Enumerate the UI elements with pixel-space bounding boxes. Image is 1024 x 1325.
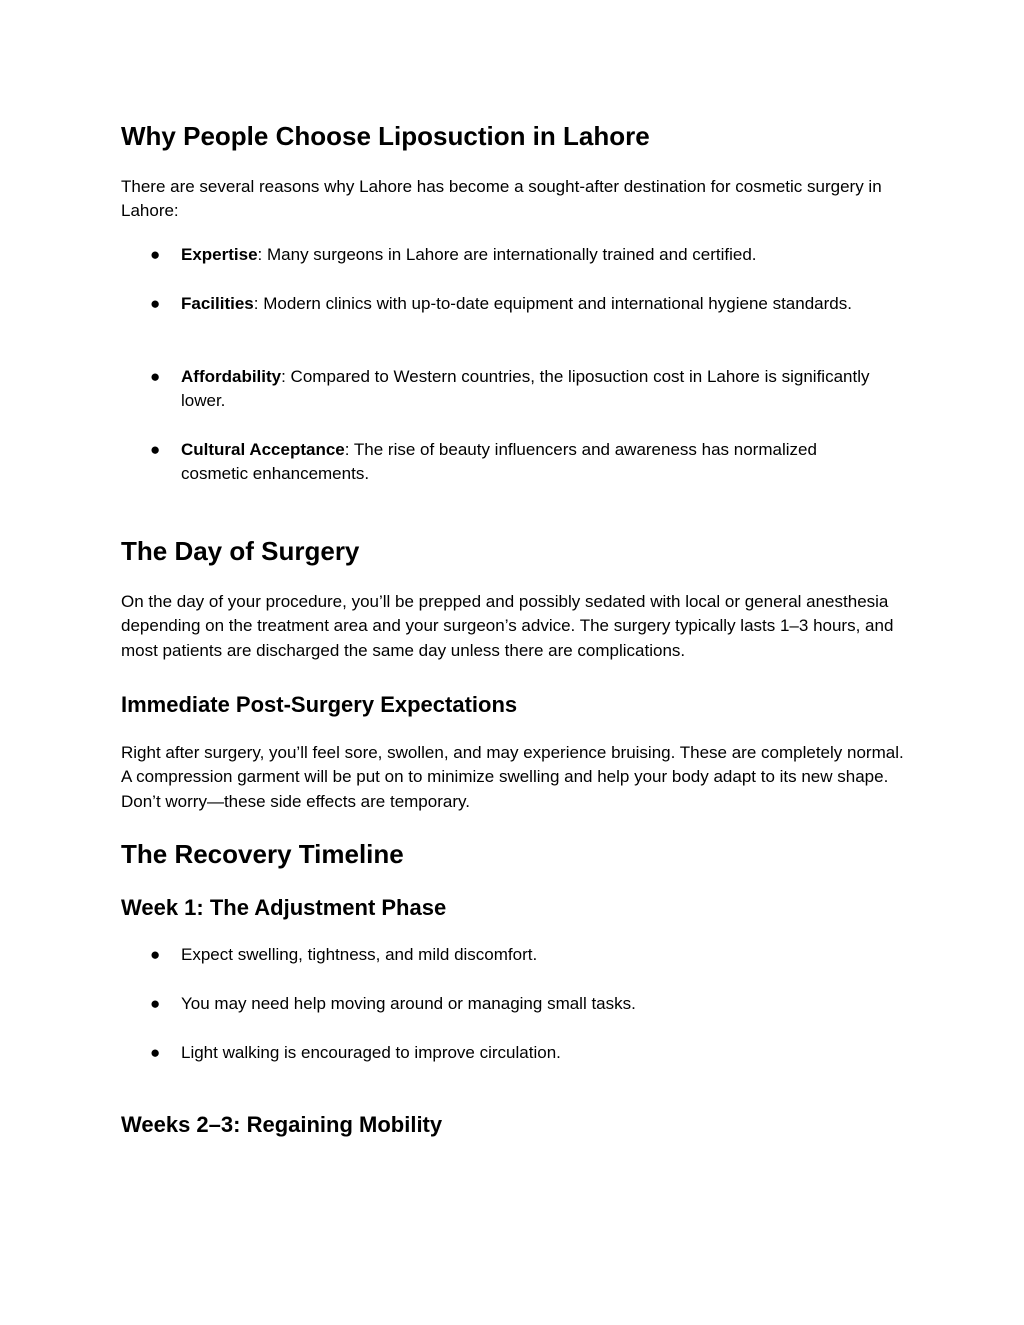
heading-week-1: Week 1: The Adjustment Phase — [121, 895, 447, 920]
post-surgery-paragraph: Right after surgery, you’ll feel sore, swollen, and may experience bruising. These are completely normal. A compression garment will be put on to minimize swelling and help your body adapt to its new shape. Don’t worry—these side effects are temporary. — [121, 743, 904, 811]
bullet-text: Light walking is encouraged to improve circulation. — [181, 1043, 561, 1062]
intro-paragraph: There are several reasons why Lahore has become a sought-after destination for cosmetic surgery in Lahore: — [121, 177, 882, 221]
bullet-text: : Compared to Western countries, the liposuction cost in Lahore is significantly lower. — [181, 367, 870, 411]
bullet-term: Cultural Acceptance — [181, 440, 345, 459]
heading-recovery-timeline: The Recovery Timeline — [121, 839, 404, 869]
bullet-text: : Modern clinics with up-to-date equipment and international hygiene standards. — [253, 294, 852, 313]
bullet-term: Affordability — [181, 367, 282, 386]
bullet-icon: ● — [150, 440, 161, 459]
bullet-text: : Many surgeons in Lahore are internationally trained and certified. — [257, 245, 757, 264]
bullet-icon: ● — [150, 994, 161, 1013]
bullet-term: Expertise — [181, 245, 258, 264]
bullet-icon: ● — [150, 294, 161, 313]
bullet-icon: ● — [150, 945, 161, 964]
heading-why-liposuction-lahore: Why People Choose Liposuction in Lahore — [121, 121, 650, 151]
heading-immediate-post-surgery: Immediate Post-Surgery Expectations — [121, 692, 518, 717]
heading-day-of-surgery: The Day of Surgery — [121, 536, 360, 566]
day-of-surgery-paragraph: On the day of your procedure, you’ll be prepped and possibly sedated with local or general anesthesia depending on the treatment area and your surgeon’s advice. The surgery typically lasts 1–3 hours, and most patients are discharged the same day unless there are complications. — [121, 592, 894, 660]
bullet-text: : The rise of beauty influencers and awareness has normalized cosmetic enhancements. — [181, 440, 817, 484]
bullet-icon: ● — [150, 245, 161, 264]
heading-weeks-2-3: Weeks 2–3: Regaining Mobility — [121, 1112, 443, 1137]
bullet-icon: ● — [150, 1043, 161, 1062]
bullet-icon: ● — [150, 367, 161, 386]
bullet-text: You may need help moving around or managing small tasks. — [181, 994, 636, 1013]
bullet-text: Expect swelling, tightness, and mild discomfort. — [181, 945, 538, 964]
bullet-term: Facilities — [181, 294, 254, 313]
